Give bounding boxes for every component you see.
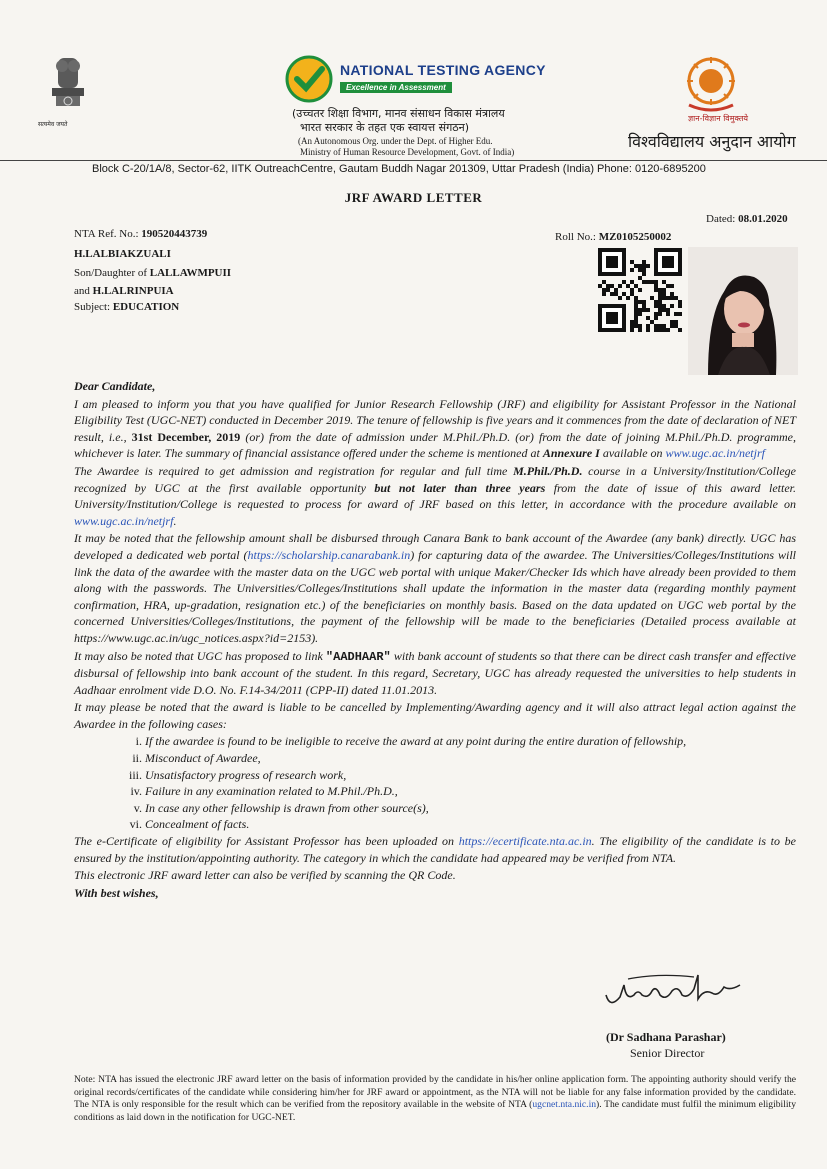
letter-date: Dated: 08.01.2020 (706, 213, 788, 225)
netjrf-link-1[interactable]: www.ugc.ac.in/netjrf (665, 446, 765, 461)
paragraph-3: It may be noted that the fellowship amount shall be disbursed through Canara Bank to bank account of the Awardee (any bank) directly. UGC has developed a dedicated web portal (https://scholarship.canarabank.in) for capturing data of the awardee. The Universities/Colleges/Institutions will link the data of the awardee with the master data on the UGC web portal with unique Maker/Checker Ids which have already been provided to them along with the passwords. The Universities/Colleges/Institutions shall update the information in the master data (regarding monthly payment confirmation, HRA, up-gradation, resignation etc.) of the beneficiaries on monthly basis. Based on the data updated on UGC web portal by the concerned Universities/Colleges/Institutions, the payment of the fellowship will be made to the beneficiaries (Detailed process available at https://www.ugc.ac.in/ugc_notices.aspx?id=2153). (74, 531, 796, 645)
candidate-photo (688, 247, 798, 375)
closing: With best wishes, (74, 885, 159, 900)
ugc-hindi-name: विश्वविद्यालय अनुदान आयोग (628, 132, 796, 151)
letter-body (74, 378, 796, 902)
agency-english-line-2: Ministry of Human Resource Development, Govt. of India) (300, 147, 515, 157)
qr-code-icon (598, 248, 682, 332)
nta-logo-icon (285, 55, 333, 103)
ugcnet-link[interactable]: ugcnet.nta.nic.in (532, 1099, 597, 1111)
header-divider (0, 160, 827, 161)
canara-portal-link[interactable]: https://scholarship.canarabank.in (247, 547, 411, 562)
agency-hindi-line-2: भारत सरकार के तहत एक स्वायत्त संगठन) (300, 121, 470, 134)
list-item: i. If the awardee is found to be ineligible to receive the award at any point during the entire duration of fellowship, (135, 734, 687, 749)
footer-note: Note: NTA has issued the electronic JRF award letter on the basis of information provided by the candidate in his/her online application form. The appointing authority should verify the original records/certificates of the candidate while considering him/her for JRF award or appointment, as the NTA will not be liable for any false information provided by the candidate. The NTA is only responsible for the result which can be verified from the repository available in the website of NTA (ugcnet.nta.nic.in). The candidate must fulfil the minimum eligibility conditions as laid down in the notification for UGC-NET. (74, 1074, 796, 1123)
parent2-line: and H.LALRINPUIA (74, 285, 174, 297)
agency-address: Block C-20/1A/8, Sector-62, IITK OutreachCentre, Gautam Buddh Nagar 201309, Uttar Pradesh (India) Phone: 0120-6895200 (92, 163, 706, 175)
ugc-logo-icon (675, 55, 747, 115)
agency-tagline: Excellence in Assessment (340, 82, 452, 93)
paragraph-1: I am pleased to inform you that you have qualified for Junior Research Fellowship (JRF) and eligibility for Assistant Professor in the National Eligibility Test (UGC-NET) conducted in December 2019. The tenure of fellowship is five years and it commences from the date of declaration of NET result, i.e., 31st December, 2019 (or) from the date of admission under M.Phil./Ph.D. (or) from the date of joining M.Phil./Ph.D. programme, whichever is later. The summary of financial assistance offered under the scheme is mentioned at Annexure I available on www.ugc.ac.in/netjrf (74, 396, 796, 461)
letter-title: JRF AWARD LETTER (344, 190, 483, 205)
parent-line: Son/Daughter of LALLAWMPUII (74, 267, 232, 279)
list-item: ii. Misconduct of Awardee, (132, 751, 261, 766)
salutation: Dear Candidate, (74, 379, 156, 393)
signatory-designation: Senior Director (630, 1046, 705, 1060)
ugc-motto: ज्ञान-विज्ञान विमुक्तये (688, 114, 749, 123)
national-emblem (40, 52, 96, 124)
agency-english-line-1: (An Autonomous Org. under the Dept. of Higher Edu. (298, 136, 493, 146)
ugc-notice-link[interactable]: https://www.ugc.ac.in/ugc_notices.aspx?id=2153 (74, 630, 312, 645)
list-item: iii. Unsatisfactory progress of research work, (128, 767, 347, 782)
paragraph-4: It may also be noted that UGC has proposed to link "AADHAAR" with bank account of students so that there can be direct cash transfer and effective disbursal of fellowship into bank account of the student. In this regard, Secretary, UGC has already requested the universities to help students in Aadhaar enrolment vide D.O. No. F.14-34/2011 (CPP-II) dated 11.01.2013. (74, 648, 796, 697)
cancellation-cases-list (74, 733, 796, 833)
paragraph-2: The Awardee is required to get admission and registration for regular and full time M.Phil./Ph.D. course in a University/Institution/College recognized by UGC at the first available opportunity but not later than three years from the date of issue of this award letter. University/Institution/College is requested to process for award of JRF based on this letter, in accordance with the procedure available on www.ugc.ac.in/netjrf. (74, 463, 797, 528)
list-item: iv. Failure in any examination related to M.Phil./Ph.D., (130, 784, 398, 799)
agency-name: NATIONAL TESTING AGENCY (340, 62, 546, 78)
netjrf-link-2[interactable]: www.ugc.ac.in/netjrf (74, 513, 174, 528)
signature-icon (598, 965, 748, 1015)
candidate-name: H.LALBIAKZUALI (74, 248, 171, 260)
agency-hindi-line-1: (उच्चतर शिक्षा विभाग, मानव संसाधन विकास मंत्रालय (292, 107, 505, 120)
signatory-name: (Dr Sadhana Parashar) (606, 1030, 726, 1044)
paragraph-5: It may please be noted that the award is liable to be cancelled by Implementing/Awarding agency and it will also attract legal action against the Awardee in the following cases: (74, 700, 796, 731)
list-item: vi. Concealment of facts. (129, 817, 250, 832)
paragraph-6: The e-Certificate of eligibility for Assistant Professor has been uploaded on https://ecertificate.nta.ac.in. The eligibility of the candidate is to be ensured by the institution/appointing authority. The category in which the candidate had appeared may be verified from NTA. (74, 834, 796, 865)
subject-line: Subject: EDUCATION (74, 301, 180, 313)
roll-number: Roll No.: MZ0105250002 (555, 231, 672, 243)
paragraph-7: This electronic JRF award letter can also be verified by scanning the QR Code. (74, 868, 456, 883)
ecertificate-link[interactable]: https://ecertificate.nta.ac.in (458, 834, 592, 849)
nta-ref-number: NTA Ref. No.: 190520443739 (74, 228, 208, 240)
emblem-caption: सत्यमेव जयते (38, 121, 68, 128)
list-item: v. In case any other fellowship is drawn from other source(s), (133, 800, 429, 815)
